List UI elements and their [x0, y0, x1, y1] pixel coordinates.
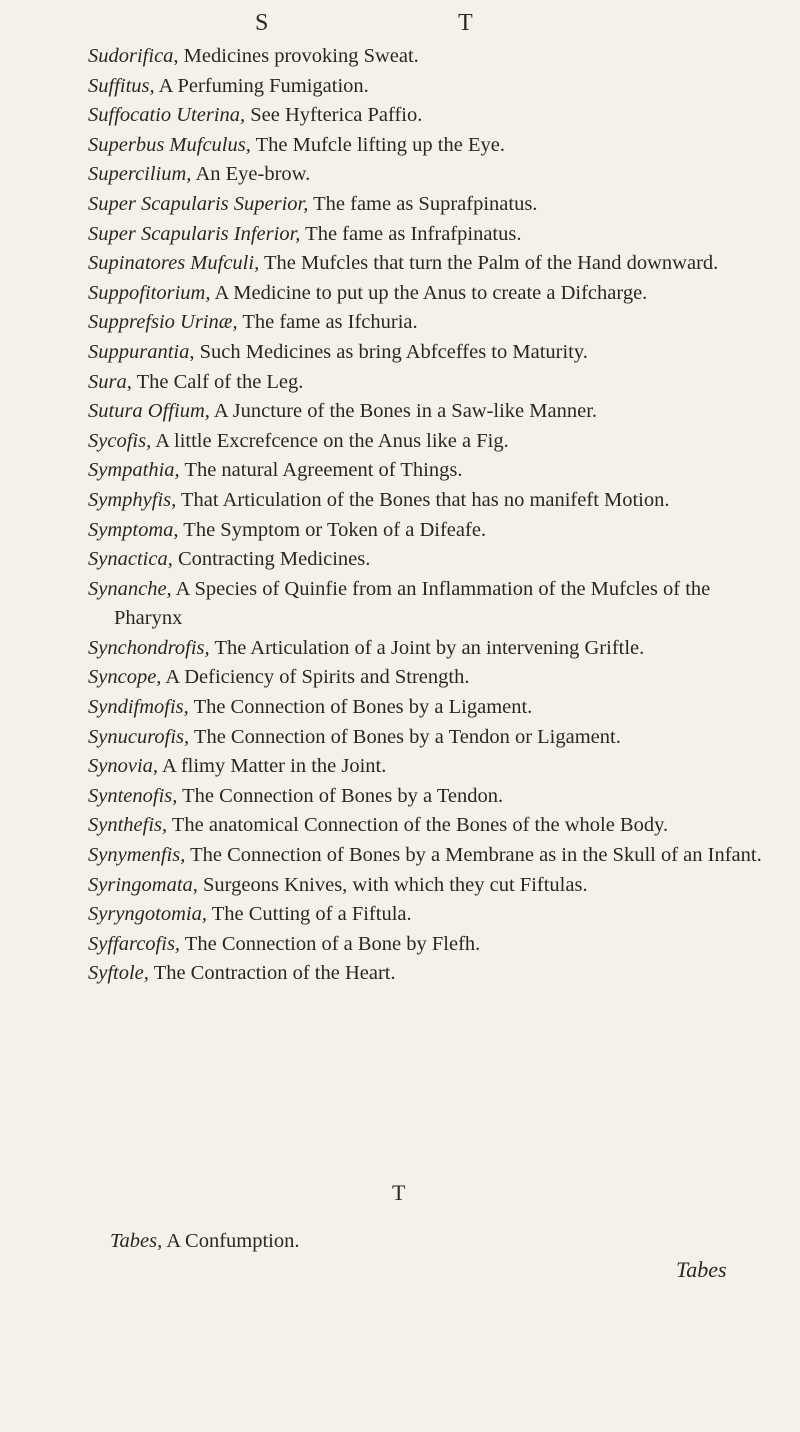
dictionary-entry — [88, 160, 768, 190]
dictionary-entry — [88, 131, 768, 161]
catchword: Tabes — [676, 1257, 727, 1282]
entry-definition: The natural Agreement of Things. — [184, 459, 463, 482]
dictionary-entry — [88, 545, 768, 575]
dictionary-entry — [88, 220, 768, 250]
dictionary-entry — [88, 427, 768, 457]
entry-term: Sympathia, — [88, 459, 180, 482]
dictionary-entry — [88, 368, 768, 398]
entry-term: Super Scapularis Superior, — [88, 192, 309, 215]
entry-term: Synthefis, — [88, 814, 168, 837]
entry-definition: The Connection of a Bone by Flefh. — [184, 932, 481, 955]
entry-term: Super Scapularis Inferior, — [88, 222, 301, 245]
entry-term: Sura, — [88, 370, 132, 393]
entry-definition: The Cutting of a Fiftula. — [211, 903, 412, 926]
entry-term: Symptoma, — [88, 518, 179, 541]
entry-term: Symphyfis, — [88, 488, 177, 511]
entry-definition: A flimy Matter in the Joint. — [162, 755, 387, 778]
entry-definition: The Connection of Bones by a Tendon. — [182, 784, 504, 807]
dictionary-entry — [88, 811, 768, 841]
entry-term: Supercilium, — [88, 163, 192, 186]
entry-term: Sutura Offium, — [88, 400, 210, 423]
entry-definition: A Medicine to put up the Anus to create a Difcharge. — [214, 281, 648, 304]
entry-definition: A Species of Quinfie from an Inflammation of the Mufcles of the Pharynx — [114, 577, 711, 630]
entry-term: Syringomata, — [88, 873, 198, 896]
running-head-right: T — [458, 10, 473, 36]
entry-definition: The anatomical Connection of the Bones of the whole Body. — [171, 814, 669, 837]
entry-tabes — [110, 1230, 300, 1253]
entry-definition: That Articulation of the Bones that has no manifeft Motion. — [181, 488, 670, 511]
entry-term: Syryngotomia, — [88, 903, 207, 926]
dictionary-entry — [88, 249, 768, 279]
section-letter: T — [392, 1180, 406, 1205]
dictionary-entry — [88, 190, 768, 220]
dictionary-entry — [88, 782, 768, 812]
entry-definition: An Eye-brow. — [195, 163, 311, 186]
entry-term: Suffocatio Uterina, — [88, 104, 246, 127]
entry-definition: The fame as Ifchuria. — [242, 311, 418, 334]
dictionary-entry — [88, 516, 768, 546]
dictionary-entry — [88, 930, 768, 960]
dictionary-entry — [88, 634, 768, 664]
entry-list — [88, 42, 768, 989]
entry-term: Sycofis, — [88, 429, 152, 452]
entry-definition: The Articulation of a Joint by an intervening Griftle. — [214, 636, 645, 659]
dictionary-entry — [88, 752, 768, 782]
dictionary-entry — [88, 279, 768, 309]
dictionary-entry — [88, 723, 768, 753]
dictionary-entry — [88, 663, 768, 693]
dictionary-entry — [88, 338, 768, 368]
entry-definition: The Contraction of the Heart. — [153, 962, 396, 985]
dictionary-entry — [88, 397, 768, 427]
entry-definition: A Deficiency of Spirits and Strength. — [165, 666, 470, 689]
entry-term: Suffitus, — [88, 74, 155, 97]
entry-term: Synucurofis, — [88, 725, 190, 748]
entry-definition: A Perfuming Fumigation. — [158, 74, 369, 97]
dictionary-entry — [88, 456, 768, 486]
entry-term: Syndifmofis, — [88, 696, 189, 719]
entry-term: Sudorifica, — [88, 45, 179, 67]
dictionary-entry — [88, 693, 768, 723]
entry-term: Supinatores Mufculi, — [88, 252, 260, 275]
entry-term: Synchondrofis, — [88, 636, 210, 659]
entry-definition: A little Excrefcence on the Anus like a Fig. — [155, 429, 509, 452]
entry-term: Superbus Mufculus, — [88, 133, 251, 156]
dictionary-entry — [88, 72, 768, 102]
entry-term: Synanche, — [88, 577, 172, 600]
entry-definition: A Juncture of the Bones in a Saw-like Manner. — [213, 400, 598, 423]
entry-term: Synovia, — [88, 755, 159, 778]
dictionary-entry — [88, 959, 768, 989]
entry-definition: The Connection of Bones by a Membrane as in the Skull of an Infant. — [190, 844, 762, 867]
entry-term: Synactica, — [88, 548, 173, 571]
dictionary-entry — [88, 486, 768, 516]
entry-term: Syftole, — [88, 962, 149, 985]
entry-definition: The Connection of Bones by a Ligament. — [193, 696, 533, 719]
entry-definition: The fame as Suprafpinatus. — [313, 192, 538, 215]
running-head — [0, 10, 800, 40]
entry-term: Syffarcofis, — [88, 932, 181, 955]
entry-definition: See Hyfterica Paffio. — [250, 104, 423, 127]
entry-definition: The fame as Infrafpinatus. — [305, 222, 522, 245]
entry-term: Syncope, — [88, 666, 162, 689]
entry-definition: Surgeons Knives, with which they cut Fiftulas. — [203, 873, 588, 896]
entry-term: Supprefsio Urinæ, — [88, 311, 238, 334]
dictionary-entry — [88, 42, 768, 72]
running-head-left: S — [255, 10, 270, 36]
entry-term: Synymenfis, — [88, 844, 186, 867]
dictionary-entry — [88, 101, 768, 131]
dictionary-entry — [88, 871, 768, 901]
entry-definition: The Connection of Bones by a Tendon or Ligament. — [193, 725, 621, 748]
entry-definition: A Confumption. — [166, 1230, 300, 1252]
entry-definition: The Mufcles that turn the Palm of the Hand downward. — [263, 252, 719, 275]
entry-definition: Such Medicines as bring Abfceffes to Maturity. — [199, 340, 588, 363]
entry-definition: Contracting Medicines. — [177, 548, 371, 571]
entry-definition: The Mufcle lifting up the Eye. — [255, 133, 505, 156]
entry-term: Suppurantia, — [88, 340, 195, 363]
dictionary-entry — [88, 308, 768, 338]
dictionary-entry — [88, 575, 768, 634]
entry-definition: The Symptom or Token of a Difeafe. — [183, 518, 487, 541]
entry-term: Syntenofis, — [88, 784, 178, 807]
entry-term: Suppofitorium, — [88, 281, 211, 304]
entry-term: Tabes, — [110, 1230, 163, 1252]
entry-definition: The Calf of the Leg. — [136, 370, 304, 393]
dictionary-entry — [88, 900, 768, 930]
dictionary-entry — [88, 841, 768, 871]
entry-definition: Medicines provoking Sweat. — [183, 45, 419, 67]
